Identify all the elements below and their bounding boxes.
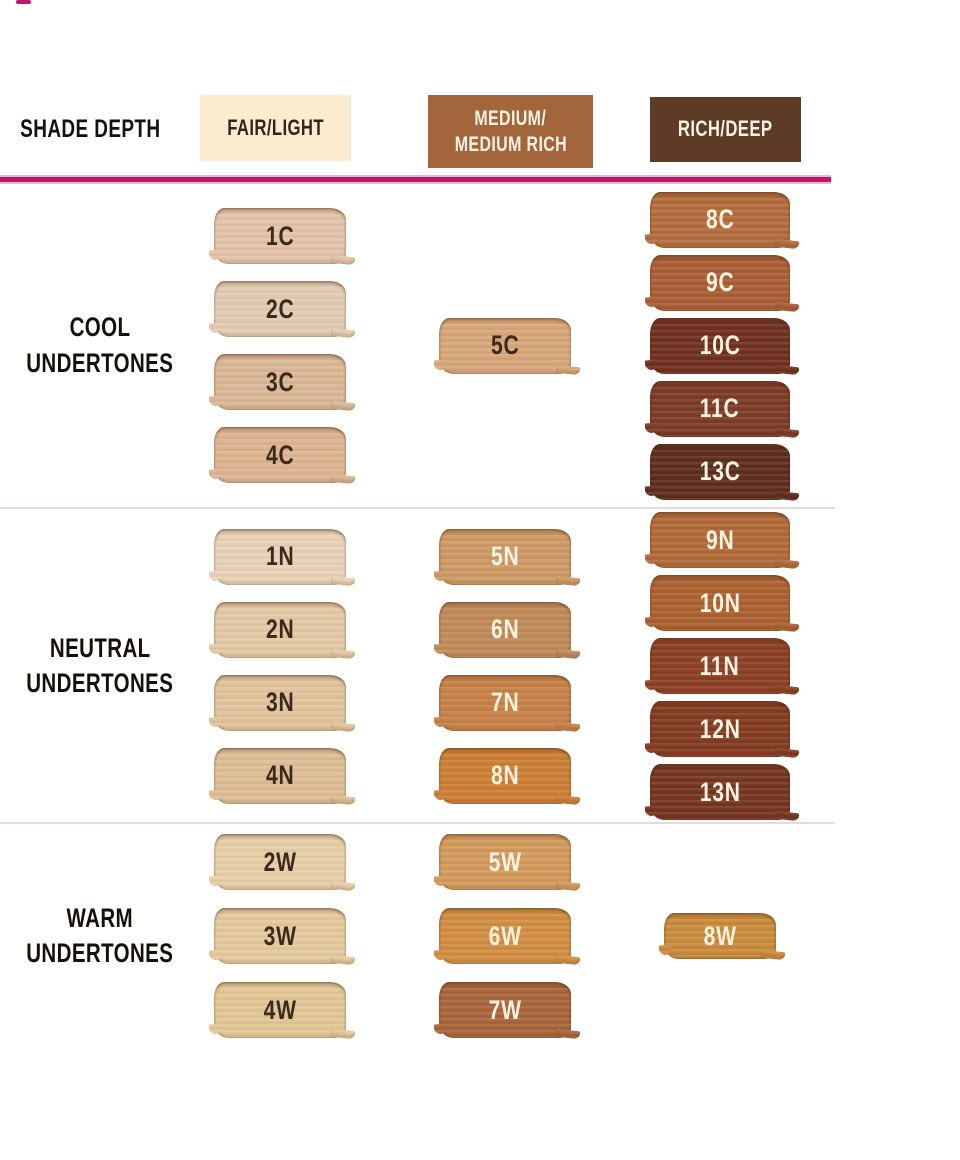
shade-swatch-6w (439, 908, 571, 964)
neutral-fair-light-swatch-column (213, 510, 347, 822)
shade-code-label: 13C (699, 456, 741, 486)
shade-swatch-12n (650, 701, 790, 757)
shade-code-label: 2N (265, 614, 295, 644)
shade-swatch-3c (214, 354, 346, 410)
shade-code-label: 8N (490, 760, 520, 790)
shade-swatch-13n (650, 764, 790, 820)
section-neutral-undertones (0, 510, 960, 822)
shade-code-label: 1C (265, 220, 295, 251)
shade-swatch-3w (214, 908, 346, 964)
shade-swatch-9c (650, 255, 790, 311)
shade-depth-header-text: SHADE DEPTH (19, 114, 161, 143)
shade-code-label: 1N (265, 541, 295, 571)
shade-code-label: 8C (705, 204, 735, 234)
column-header-label-line: MEDIUM RICH (454, 132, 567, 156)
column-header-label: RICH/DEEP (678, 116, 773, 142)
shade-swatch-1c (214, 208, 346, 264)
shade-swatch-8c (650, 192, 790, 248)
shade-swatch-2w (214, 834, 346, 890)
shade-code-label: 7N (490, 687, 520, 717)
shade-swatch-10n (650, 575, 790, 631)
section-warm-undertones (0, 824, 960, 1048)
undertone-label-line: UNDERTONES (26, 347, 174, 378)
shade-code-label: 7W (488, 994, 522, 1025)
shade-swatch-5n (439, 529, 571, 585)
shade-swatch-5w (439, 834, 571, 890)
shade-swatch-4w (214, 982, 346, 1038)
shade-depth-header (12, 112, 168, 146)
undertone-label-line: WARM (66, 902, 134, 933)
neutral-medium-swatch-column (438, 510, 572, 822)
shade-swatch-4c (214, 427, 346, 483)
shade-swatch-7w (439, 982, 571, 1038)
undertone-label-line: COOL (69, 312, 131, 343)
decorative-pink-mark (16, 0, 31, 4)
shade-code-label: 3W (263, 920, 297, 951)
shade-code-label: 10C (699, 330, 741, 360)
shade-swatch-5c (439, 318, 571, 374)
shade-code-label: 4C (265, 439, 295, 470)
undertone-label-line: NEUTRAL (49, 632, 151, 663)
shade-code-label: 4W (263, 994, 297, 1025)
shade-code-label: 2W (263, 846, 297, 877)
section-cool-undertones (0, 184, 960, 507)
shade-code-label: 2C (265, 293, 295, 324)
undertone-label-cool (0, 184, 200, 507)
neutral-rich-deep-swatch-column (649, 510, 791, 822)
shade-swatch-1n (214, 529, 346, 585)
cool-fair-light-swatch-column (213, 184, 347, 507)
undertone-label-warm (0, 824, 200, 1048)
warm-medium-swatch-column (438, 824, 572, 1048)
column-header-rich-deep (650, 97, 801, 162)
warm-rich-deep-swatch-column (649, 824, 791, 1048)
shade-code-label: 13N (699, 776, 741, 807)
shade-swatch-9n (650, 512, 790, 568)
shade-code-label: 5N (490, 541, 520, 571)
shade-swatch-4n (214, 748, 346, 804)
shade-swatch-6n (439, 602, 571, 658)
shade-code-label: 3C (265, 366, 295, 397)
shade-code-label: 5W (488, 846, 522, 877)
shade-swatch-7n (439, 675, 571, 731)
shade-swatch-11c (650, 381, 790, 437)
cool-rich-deep-swatch-column (649, 184, 791, 507)
undertone-label-line: UNDERTONES (26, 668, 174, 698)
shade-code-label: 11N (700, 650, 740, 681)
column-header-label-line: MEDIUM/ (474, 107, 547, 131)
undertone-label-line: UNDERTONES (26, 938, 174, 968)
shade-swatch-11n (650, 638, 790, 694)
shade-swatch-2c (214, 281, 346, 337)
cool-medium-swatch-column (438, 184, 572, 507)
header-accent-rule (0, 175, 831, 184)
column-header-label: FAIR/LIGHT (227, 114, 324, 140)
warm-fair-light-swatch-column (213, 824, 347, 1048)
shade-code-label: 6N (490, 614, 520, 644)
undertone-label-neutral (0, 510, 200, 822)
shade-code-label: 10N (699, 587, 741, 618)
shade-swatch-13c (650, 444, 790, 500)
shade-code-label: 3N (265, 687, 295, 717)
section-divider (0, 507, 835, 509)
shade-code-label: 6W (488, 920, 522, 951)
shade-swatch-3n (214, 675, 346, 731)
shade-code-label: 8W (703, 920, 737, 951)
shade-code-label: 11C (700, 393, 740, 423)
shade-swatch-8n (439, 748, 571, 804)
shade-code-label: 12N (699, 713, 741, 744)
shade-swatch-2n (214, 602, 346, 658)
shade-swatch-10c (650, 318, 790, 374)
shade-code-label: 9N (705, 524, 735, 555)
column-header-fair-light (200, 95, 351, 161)
shade-swatch-8w (664, 913, 776, 959)
shade-code-label: 4N (265, 760, 295, 790)
column-header-medium-medium-rich (428, 95, 593, 168)
shade-code-label: 9C (705, 267, 735, 297)
shade-code-label: 5C (490, 330, 520, 360)
